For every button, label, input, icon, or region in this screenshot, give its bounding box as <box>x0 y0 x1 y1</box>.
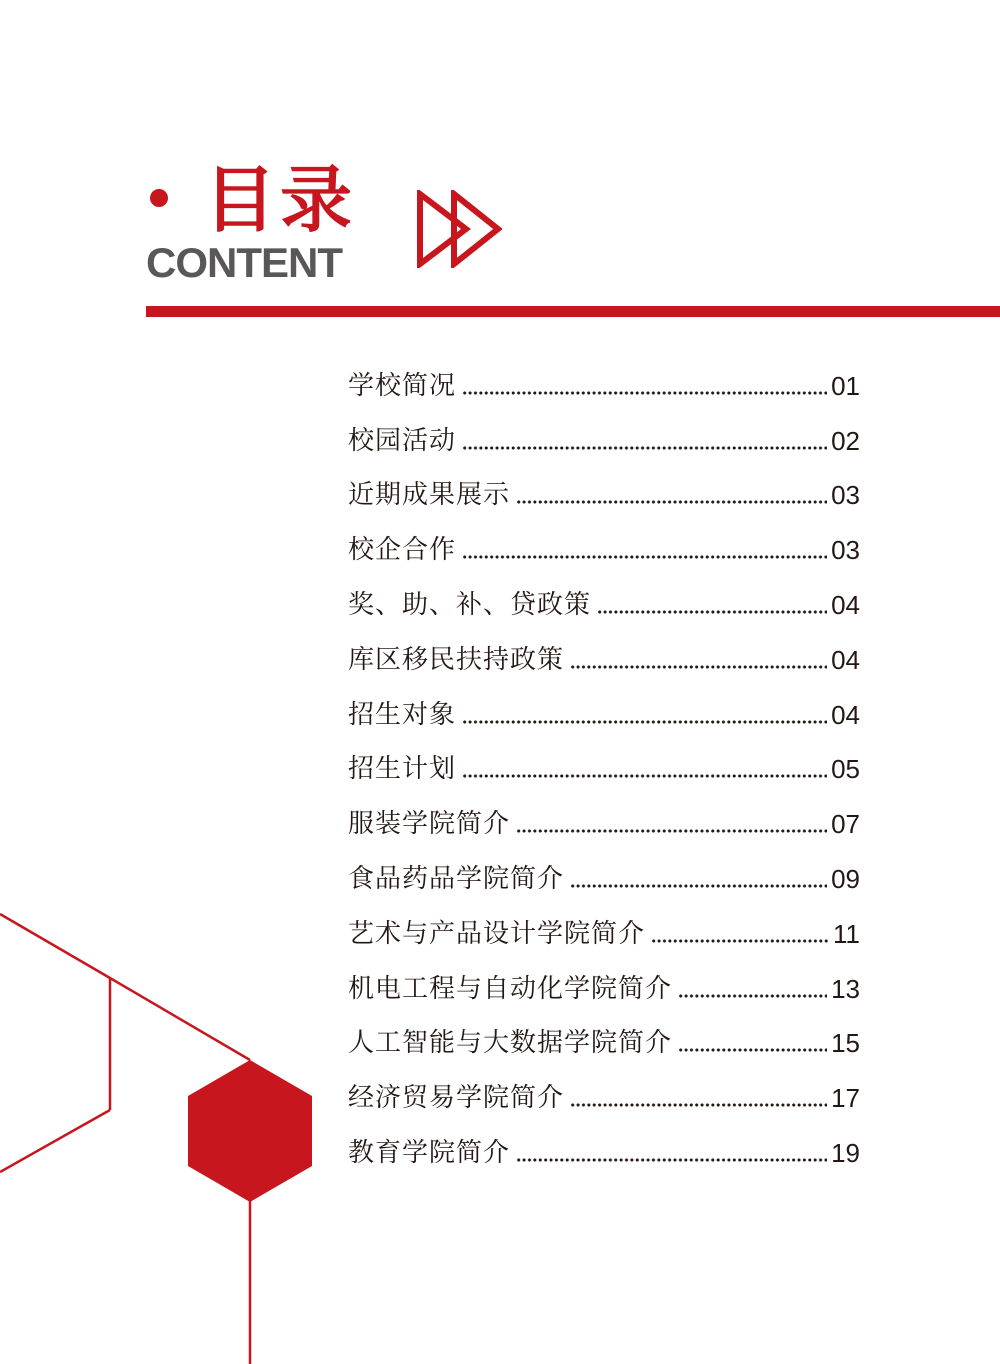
toc-item-page: 13 <box>831 973 860 1004</box>
toc-item-title: 机电工程与自动化学院简介 <box>348 973 673 1004</box>
toc-item-8[interactable] <box>348 788 860 843</box>
toc-leader-dots <box>678 993 827 999</box>
toc-item-4[interactable] <box>348 569 860 624</box>
toc-item-title: 库区移民扶持政策 <box>348 644 565 675</box>
toc-item-page: 05 <box>831 754 860 785</box>
toc-item-7[interactable] <box>348 734 860 789</box>
toc-item-3[interactable] <box>348 514 860 569</box>
toc-leader-dots <box>570 1102 827 1108</box>
toc-item-9[interactable] <box>348 843 860 898</box>
toc-leader-dots <box>516 499 827 505</box>
toc-leader-dots <box>462 773 827 779</box>
toc-leader-dots <box>678 1047 827 1053</box>
toc-item-6[interactable] <box>348 679 860 734</box>
toc-item-page: 09 <box>831 863 860 894</box>
toc-item-title: 艺术与产品设计学院简介 <box>348 918 646 949</box>
header-divider <box>146 306 1000 317</box>
toc-item-13[interactable] <box>348 1062 860 1117</box>
toc-item-10[interactable] <box>348 898 860 953</box>
table-of-contents <box>348 350 860 1172</box>
toc-leader-dots <box>516 828 827 834</box>
toc-leader-dots <box>516 1157 827 1163</box>
toc-item-title: 招生对象 <box>348 699 457 730</box>
toc-item-title: 近期成果展示 <box>348 480 511 511</box>
toc-item-page: 01 <box>831 370 860 401</box>
toc-leader-dots <box>462 390 827 396</box>
double-play-arrow-icon <box>416 190 502 268</box>
title-bullet-icon <box>150 189 168 207</box>
toc-item-page: 02 <box>831 425 860 456</box>
toc-item-page: 04 <box>831 699 860 730</box>
toc-item-page: 15 <box>831 1028 860 1059</box>
toc-item-page: 04 <box>831 589 860 620</box>
toc-item-page: 07 <box>831 809 860 840</box>
toc-item-title: 食品药品学院简介 <box>348 863 565 894</box>
toc-item-0[interactable] <box>348 350 860 405</box>
toc-item-page: 03 <box>831 535 860 566</box>
toc-item-title: 服装学院简介 <box>348 809 511 840</box>
hexagon-decoration <box>0 900 330 1364</box>
toc-leader-dots <box>462 719 827 725</box>
toc-item-title: 教育学院简介 <box>348 1137 511 1168</box>
toc-leader-dots <box>651 938 829 944</box>
toc-item-page: 03 <box>831 480 860 511</box>
toc-item-12[interactable] <box>348 1008 860 1063</box>
toc-item-14[interactable] <box>348 1117 860 1172</box>
toc-item-2[interactable] <box>348 460 860 515</box>
toc-item-title: 奖、助、补、贷政策 <box>348 589 592 620</box>
toc-item-page: 11 <box>833 918 860 949</box>
toc-item-title: 人工智能与大数据学院简介 <box>348 1028 673 1059</box>
toc-item-title: 校园活动 <box>348 425 457 456</box>
toc-leader-dots <box>597 609 827 615</box>
toc-item-page: 17 <box>831 1083 860 1114</box>
toc-item-page: 04 <box>831 644 860 675</box>
toc-item-page: 19 <box>831 1137 860 1168</box>
toc-item-title: 招生计划 <box>348 754 457 785</box>
toc-item-11[interactable] <box>348 953 860 1008</box>
toc-leader-dots <box>462 445 827 451</box>
toc-leader-dots <box>462 554 827 560</box>
toc-leader-dots <box>570 883 827 889</box>
page-subtitle: CONTENT <box>146 239 342 286</box>
toc-item-title: 学校简况 <box>348 370 457 401</box>
toc-item-title: 经济贸易学院简介 <box>348 1083 565 1114</box>
toc-item-5[interactable] <box>348 624 860 679</box>
red-hexagon-icon <box>188 1060 312 1202</box>
toc-item-1[interactable] <box>348 405 860 460</box>
toc-item-title: 校企合作 <box>348 535 457 566</box>
toc-leader-dots <box>570 664 827 670</box>
page-title: 目录 <box>204 158 357 242</box>
